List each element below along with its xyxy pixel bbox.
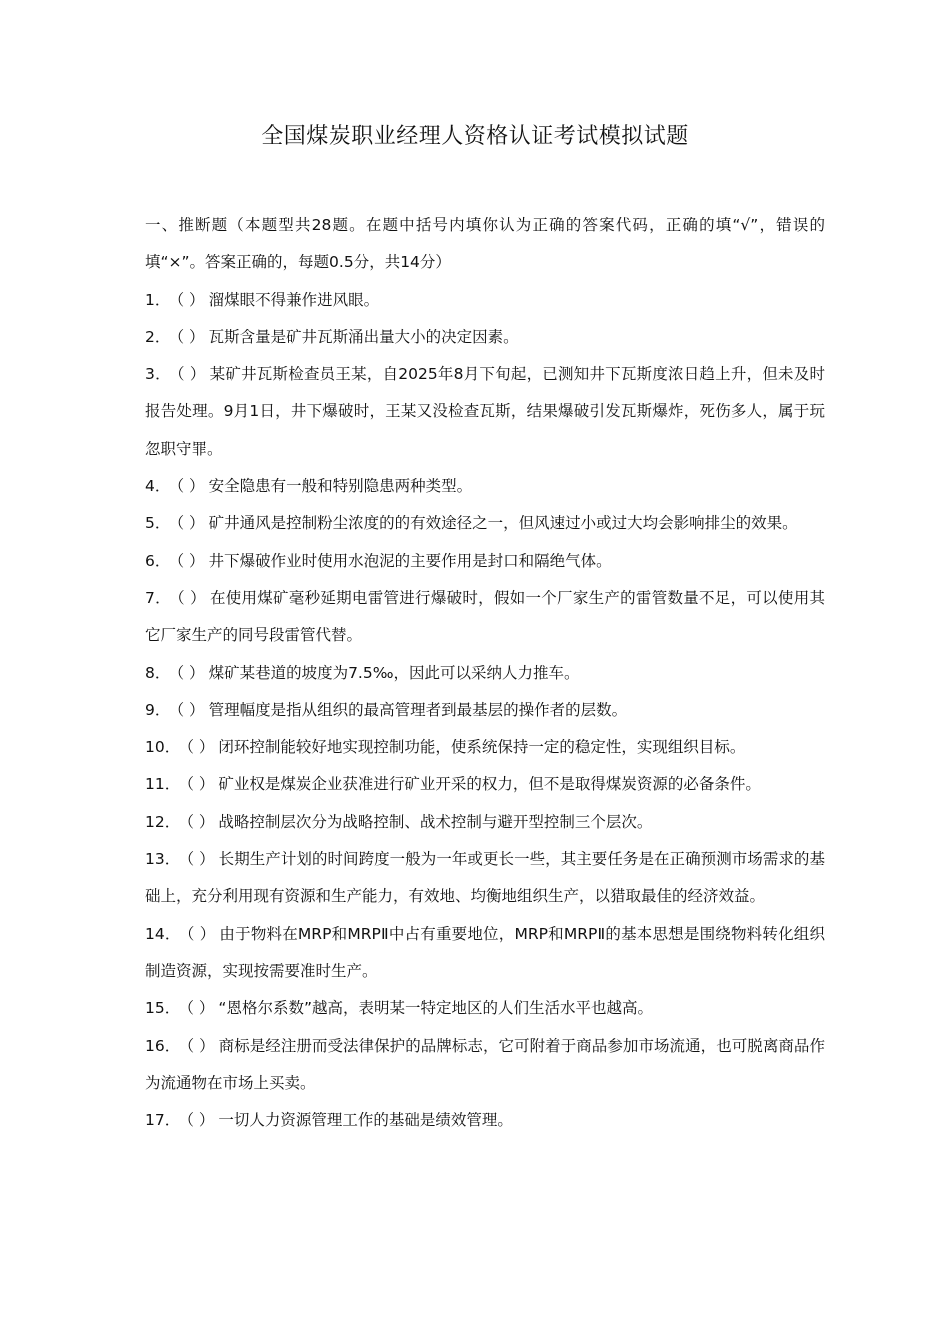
question-item xyxy=(145,841,825,916)
question-item xyxy=(145,729,825,766)
question-item xyxy=(145,1028,825,1103)
question-text: 某矿井瓦斯检查员王某，自2025年8月下旬起，已测知井下瓦斯度浓日趋上升，但未及时报告处理。9月1日，井下爆破时，王某又没检查瓦斯，结果爆破引发瓦斯爆炸，死伤多人，属于玩忽职守罪。 xyxy=(145,365,825,458)
question-item xyxy=(145,990,825,1027)
question-item xyxy=(145,804,825,841)
question-item xyxy=(145,766,825,803)
question-text: 战略控制层次分为战略控制、战术控制与避开型控制三个层次。 xyxy=(218,812,653,831)
document-title: 全国煤炭职业经理人资格认证考试模拟试题 xyxy=(261,124,689,149)
question-number: 5． xyxy=(145,514,171,533)
question-number: 15． xyxy=(145,999,181,1018)
answer-blank: （ ） xyxy=(176,290,205,309)
answer-blank: （ ） xyxy=(176,477,205,496)
question-item xyxy=(145,692,825,729)
question-text: 井下爆破作业时使用水泡泥的主要作用是封口和隔绝气体。 xyxy=(208,551,612,570)
question-number: 4． xyxy=(145,477,171,496)
question-text: 由于物料在MRP和MRPⅡ中占有重要地位，MRP和MRPⅡ的基本思想是围绕物料转化组织制造资源，实现按需要准时生产。 xyxy=(145,924,825,980)
question-item xyxy=(145,319,825,356)
answer-blank: （ ） xyxy=(186,924,216,943)
question-item xyxy=(145,356,825,468)
question-text: 矿井通风是控制粉尘浓度的的有效途径之一，但风速过小或过大均会影响排尘的效果。 xyxy=(208,514,798,533)
question-item xyxy=(145,505,825,542)
question-item xyxy=(145,282,825,319)
question-number: 17． xyxy=(145,1111,181,1130)
question-text: 商标是经注册而受法律保护的品牌标志，它可附着于商品参加市场流通，也可脱离商品作为流通物在市场上买卖。 xyxy=(145,1036,825,1092)
answer-blank: （ ） xyxy=(186,738,215,757)
question-item xyxy=(145,580,825,655)
question-number: 8． xyxy=(145,663,171,682)
question-text: 矿业权是煤炭企业获准进行矿业开采的权力，但不是取得煤炭资源的必备条件。 xyxy=(218,775,761,794)
question-number: 14． xyxy=(145,924,181,943)
question-number: 12． xyxy=(145,812,181,831)
question-number: 9． xyxy=(145,700,171,719)
answer-blank: （ ） xyxy=(186,775,215,794)
answer-blank: （ ） xyxy=(186,1111,215,1130)
question-text: 闭环控制能较好地实现控制功能，使系统保持一定的稳定性，实现组织目标。 xyxy=(218,738,746,757)
answer-blank: （ ） xyxy=(176,551,205,570)
question-item xyxy=(145,655,825,692)
question-text: 瓦斯含量是矿井瓦斯涌出量大小的决定因素。 xyxy=(208,327,519,346)
question-number: 10． xyxy=(145,738,181,757)
question-number: 7． xyxy=(145,588,171,607)
question-item xyxy=(145,468,825,505)
question-item xyxy=(145,916,825,991)
question-text: 在使用煤矿毫秒延期电雷管进行爆破时，假如一个厂家生产的雷管数量不足，可以使用其它厂家生产的同号段雷管代替。 xyxy=(145,588,825,645)
question-number: 3． xyxy=(145,365,171,384)
question-number: 2． xyxy=(145,327,171,346)
answer-blank: （ ） xyxy=(186,1036,215,1055)
answer-blank: （ ） xyxy=(176,588,206,607)
question-text: 煤矿某巷道的坡度为7.5‰，因此可以采纳人力推车。 xyxy=(208,663,580,682)
question-number: 13． xyxy=(145,850,181,869)
question-number: 16． xyxy=(145,1036,181,1055)
question-number: 1． xyxy=(145,290,171,309)
answer-blank: （ ） xyxy=(186,850,215,869)
question-text: “恩格尔系数”越高，表明某一特定地区的人们生活水平也越高。 xyxy=(218,999,653,1018)
section-heading: 一、推断题（本题型共28题。在题中括号内填你认为正确的答案代码，正确的填“√”，错误的填“×”。答案正确的，每题0.5分，共14分） xyxy=(145,216,825,272)
question-number: 11． xyxy=(145,775,181,794)
question-text: 一切人力资源管理工作的基础是绩效管理。 xyxy=(218,1111,513,1130)
question-text: 安全隐患有一般和特别隐患两种类型。 xyxy=(208,477,473,496)
question-item xyxy=(145,1102,825,1139)
answer-blank: （ ） xyxy=(186,812,215,831)
answer-blank: （ ） xyxy=(186,999,215,1018)
answer-blank: （ ） xyxy=(176,700,205,719)
question-item xyxy=(145,543,825,580)
question-number: 6． xyxy=(145,551,171,570)
answer-blank: （ ） xyxy=(176,365,206,384)
question-text: 长期生产计划的时间跨度一般为一年或更长一些，其主要任务是在正确预测市场需求的基础上，充分利用现有资源和生产能力，有效地、均衡地组织生产，以猎取最佳的经济效益。 xyxy=(145,850,825,906)
question-text: 管理幅度是指从组织的最高管理者到最基层的操作者的层数。 xyxy=(208,700,628,719)
question-list xyxy=(145,282,825,1140)
answer-blank: （ ） xyxy=(176,327,205,346)
question-text: 溜煤眼不得兼作进风眼。 xyxy=(208,290,380,309)
document-body xyxy=(145,207,825,1139)
answer-blank: （ ） xyxy=(176,663,205,682)
answer-blank: （ ） xyxy=(176,514,205,533)
